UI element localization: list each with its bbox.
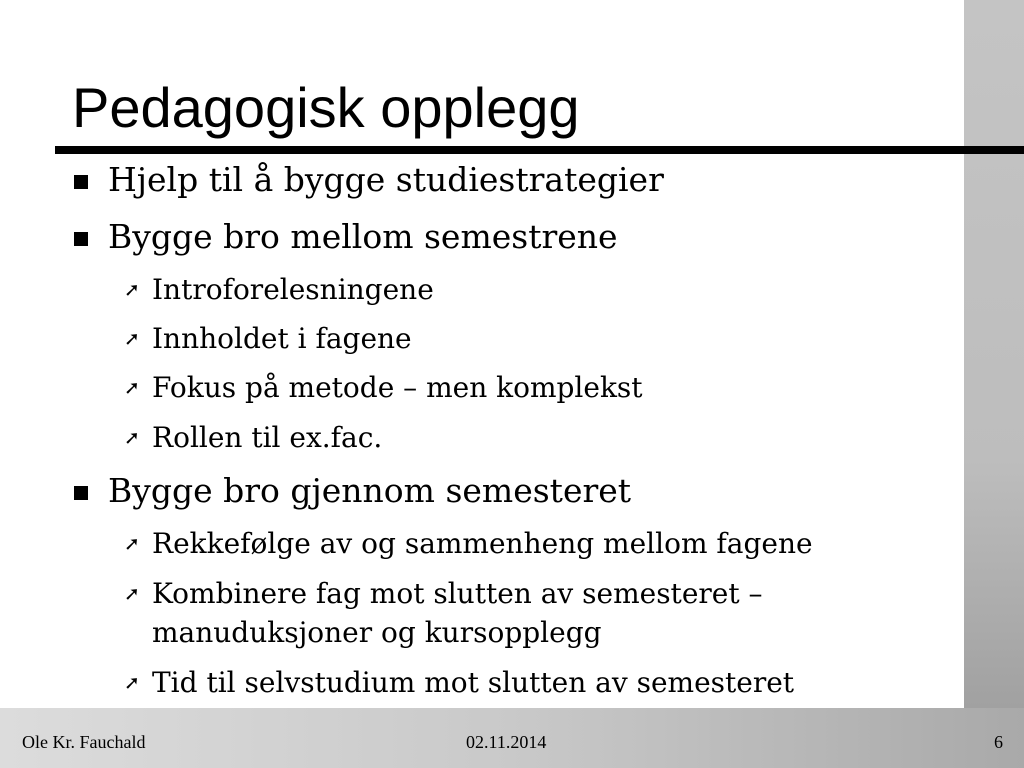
arrow-bullet-icon: ➚ <box>124 328 140 350</box>
decorative-right-band <box>964 0 1024 768</box>
bullet-item: Hjelp til å bygge studiestrategier <box>108 160 664 199</box>
square-bullet-icon <box>74 486 88 500</box>
slide-title: Pedagogisk opplegg <box>72 76 580 139</box>
sub-bullet-item: Innholdet i fagene <box>152 322 412 355</box>
bullet-item: Bygge bro gjennom semesteret <box>108 471 632 510</box>
arrow-bullet-icon: ➚ <box>124 279 140 301</box>
arrow-bullet-icon: ➚ <box>124 533 140 555</box>
sub-bullet-item: Fokus på metode – men komplekst <box>152 371 643 404</box>
square-bullet-icon <box>74 175 88 189</box>
bullet-item: Bygge bro mellom semestrene <box>108 217 618 256</box>
sub-bullet-item: Introforelesningene <box>152 273 434 306</box>
square-bullet-icon <box>74 232 88 246</box>
footer-date: 02.11.2014 <box>466 732 547 752</box>
footer-page-number: 6 <box>994 732 1003 752</box>
sub-bullet-item: Tid til selvstudium mot slutten av semesteret <box>152 666 795 699</box>
arrow-bullet-icon: ➚ <box>124 583 140 605</box>
sub-bullet-item: Kombinere fag mot slutten av semesteret – <box>152 577 763 610</box>
arrow-bullet-icon: ➚ <box>124 672 140 694</box>
sub-bullet-item: Rekkefølge av og sammenheng mellom fagene <box>152 527 813 560</box>
footer-author: Ole Kr. Fauchald <box>22 732 146 752</box>
sub-bullet-item: Rollen til ex.fac. <box>152 421 383 454</box>
sub-bullet-item-continuation: manuduksjoner og kursopplegg <box>152 616 602 649</box>
arrow-bullet-icon: ➚ <box>124 427 140 449</box>
arrow-bullet-icon: ➚ <box>124 377 140 399</box>
